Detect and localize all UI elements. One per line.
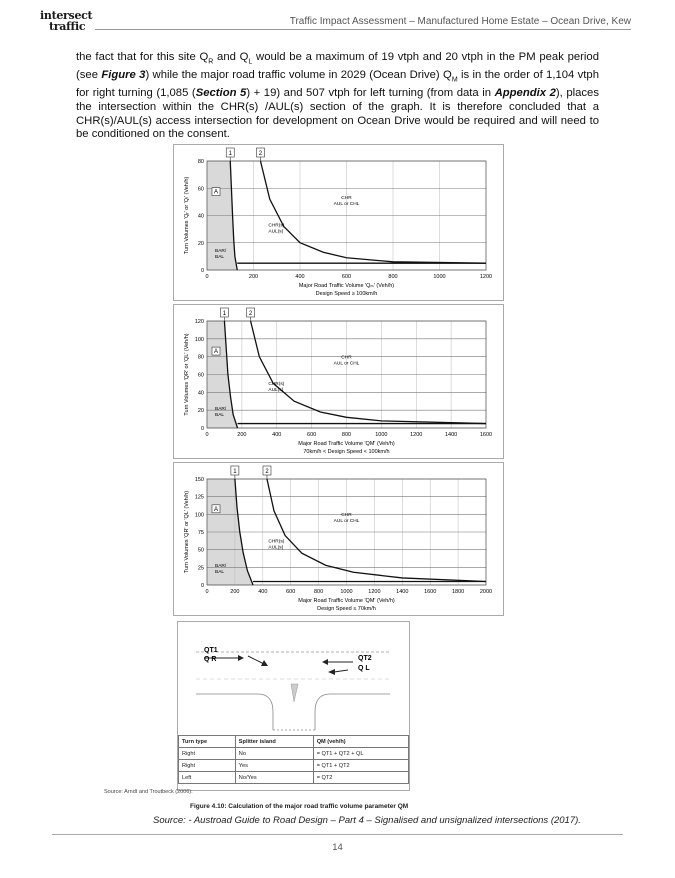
source-austroads: Source: - Austroad Guide to Road Design – Part 4 – Signalised and unsignalized intersections (2017). bbox=[153, 815, 581, 826]
chart-frame-1 bbox=[173, 144, 504, 301]
arrow-qr bbox=[248, 656, 264, 664]
x-axis-title: Major Road Traffic Volume 'QM' (Veh/h) bbox=[298, 598, 395, 604]
chart-frame-3 bbox=[173, 462, 504, 616]
region-chrs-label: CHR(s) bbox=[268, 382, 285, 388]
label-qt1: QT1 bbox=[204, 647, 218, 654]
y-tick-label: 120 bbox=[194, 319, 204, 325]
x-tick-label: 1200 bbox=[410, 432, 423, 438]
line-marker-label-1: 1 bbox=[233, 469, 237, 475]
region-chr-label: CHR bbox=[341, 355, 352, 361]
y-tick-label: 100 bbox=[194, 336, 204, 343]
y-tick-label: 100 bbox=[194, 512, 204, 519]
x-tick-label: 200 bbox=[230, 589, 240, 595]
y-tick-label: 20 bbox=[197, 240, 204, 247]
region-auls-label: AUL(s) bbox=[268, 545, 284, 551]
line-marker-label-1: 1 bbox=[228, 151, 232, 157]
table-cell: = QT2 bbox=[313, 772, 408, 784]
y-axis-title: Turn Volumes 'Qᵣ' or 'Qₗ' (Veh/h) bbox=[184, 176, 190, 255]
figure-caption: Figure 4.10: Calculation of the major road traffic volume parameter QM bbox=[190, 803, 409, 810]
y-tick-label: 150 bbox=[194, 477, 204, 483]
region-chr-label: CHR bbox=[341, 196, 352, 202]
label-qt2: QT2 bbox=[358, 655, 372, 662]
y-tick-label: 40 bbox=[197, 390, 204, 397]
para-sub-l: L bbox=[248, 58, 253, 66]
x-tick-label: 800 bbox=[314, 589, 324, 595]
x-tick-label: 1200 bbox=[479, 274, 493, 280]
x-tick-label: 1200 bbox=[368, 589, 381, 595]
x-tick-label: 1800 bbox=[451, 589, 465, 595]
x-tick-label: 1400 bbox=[445, 432, 458, 438]
company-logo bbox=[40, 9, 100, 35]
para-sub-m: M bbox=[451, 76, 458, 84]
intersection-sketch bbox=[178, 622, 409, 735]
x-tick-label: 2000 bbox=[479, 589, 493, 595]
x-tick-label: 1000 bbox=[375, 432, 388, 438]
y-tick-label: 0 bbox=[200, 583, 204, 589]
y-tick-label: 50 bbox=[197, 547, 204, 554]
x-tick-label: 400 bbox=[295, 274, 305, 280]
line-marker-label-2: 2 bbox=[265, 469, 269, 475]
table-cell: No/Yes bbox=[235, 772, 313, 784]
body-paragraph bbox=[76, 51, 599, 142]
para-text-5: is in the order of 1,104 vtph for right turning (1,085 ( bbox=[76, 69, 599, 100]
chart-1 bbox=[174, 145, 503, 300]
y-tick-label: 75 bbox=[197, 530, 204, 536]
para-text-6: ) + 19) and 507 vtph for left turning (from data in bbox=[246, 87, 495, 100]
splitter-island bbox=[291, 684, 298, 702]
region-chrs-label: CHR(s) bbox=[268, 223, 285, 229]
x-tick-label: 200 bbox=[248, 274, 259, 280]
curve-line-2 bbox=[251, 321, 486, 424]
logo-line-2: traffic bbox=[49, 20, 86, 33]
x-axis-title: Major Road Traffic Volume 'QM' (Veh/h) bbox=[298, 441, 395, 447]
region-chr-label: CHR bbox=[341, 513, 352, 519]
table-cell: = QT1 + QT2 + QL bbox=[313, 748, 408, 760]
y-tick-label: 80 bbox=[197, 354, 204, 361]
x-tick-label: 200 bbox=[237, 432, 247, 438]
table-cell: Right bbox=[179, 748, 236, 760]
x-tick-label: 0 bbox=[205, 432, 209, 438]
logo-line-1: intersect bbox=[40, 9, 93, 22]
x-tick-label: 600 bbox=[341, 274, 352, 280]
x-tick-label: 400 bbox=[258, 589, 268, 595]
y-tick-label: 80 bbox=[197, 159, 204, 165]
figure-reference: Figure 3 bbox=[101, 69, 146, 82]
appendix-reference: Appendix 2 bbox=[494, 87, 556, 100]
arrow-ql bbox=[334, 670, 348, 672]
table-cell: Yes bbox=[235, 760, 313, 772]
region-bar-label: BAR/ bbox=[215, 407, 227, 412]
y-tick-label: 25 bbox=[197, 565, 204, 572]
para-sub-r: R bbox=[208, 58, 214, 66]
header-divider bbox=[95, 29, 631, 30]
table-cell: = QT1 + QT2 bbox=[313, 760, 408, 772]
x-tick-label: 800 bbox=[341, 432, 352, 438]
page-number: 14 bbox=[332, 842, 343, 853]
para-text-2: and Q bbox=[213, 51, 249, 63]
x-axis-title: Major Road Traffic Volume 'Qₘ' (Veh/h) bbox=[298, 283, 395, 289]
region-aul-chl-label: AUL or CHL bbox=[333, 202, 360, 208]
region-bar-label: BAR/ bbox=[215, 564, 227, 569]
table-header: QM (veh/h) bbox=[313, 736, 408, 748]
region-bal-label: BAL bbox=[215, 255, 225, 260]
label-ql: Q L bbox=[358, 665, 370, 672]
y-tick-label: 0 bbox=[200, 268, 204, 274]
region-bal-label: BAL bbox=[215, 570, 225, 575]
x-tick-label: 1400 bbox=[396, 589, 409, 595]
x-tick-label: 800 bbox=[388, 274, 398, 280]
section-reference: Section 5 bbox=[195, 87, 247, 100]
source-arndt: Source: Arndt and Troutbeck (2006). bbox=[104, 789, 193, 795]
intersection-diagram bbox=[177, 621, 410, 791]
region-a-label: A bbox=[213, 349, 219, 356]
line-marker-label-2: 2 bbox=[248, 311, 253, 317]
region-a-label: A bbox=[213, 189, 219, 196]
region-aul-chl-label: AUL or CHL bbox=[333, 519, 360, 525]
curve-line-2 bbox=[260, 161, 486, 263]
x-tick-label: 0 bbox=[205, 589, 209, 595]
table-cell: No bbox=[235, 748, 313, 760]
chart-frame-2 bbox=[173, 304, 504, 459]
chart-2 bbox=[174, 305, 503, 458]
region-auls-label: AUL(s) bbox=[268, 388, 284, 394]
qm-calculation-table bbox=[178, 735, 409, 784]
para-text-7: ), places the intersection within the CHR(s) /AUL(s) section of the graph. It is therefore concluded that a CHR(s)/AUL(s) access intersection for development on Ocean Drive would be required and will need to be conditioned on the consent. bbox=[76, 87, 599, 141]
para-text-4: ) while the major road traffic volume in 2029 (Ocean Drive) Q bbox=[145, 69, 452, 82]
y-tick-label: 40 bbox=[197, 213, 204, 220]
y-tick-label: 60 bbox=[197, 372, 204, 379]
para-text-1: the fact that for this site Q bbox=[76, 51, 209, 63]
x-tick-label: 1000 bbox=[433, 274, 446, 280]
line-marker-label-2: 2 bbox=[258, 151, 263, 157]
label-qr: Q R bbox=[204, 656, 217, 663]
table-row bbox=[179, 748, 409, 760]
x-tick-label: 600 bbox=[286, 589, 296, 595]
y-axis-title: Turn Volumes 'QR' or 'QL' (Veh/h) bbox=[184, 333, 190, 416]
x-tick-label: 400 bbox=[272, 432, 282, 438]
region-auls-label: AUL(s) bbox=[268, 229, 284, 235]
table-header-row bbox=[179, 736, 409, 748]
para-text-3: would be a maximum of 19 vtph and 20 vtph in the PM peak period (see bbox=[76, 51, 599, 82]
chart-subtitle: Design Speed ≥ 100km/h bbox=[315, 291, 378, 297]
x-tick-label: 1600 bbox=[479, 432, 493, 438]
table-cell: Left bbox=[179, 772, 236, 784]
document-header-title: Traffic Impact Assessment – Manufactured Home Estate – Ocean Drive, Kew bbox=[289, 16, 631, 27]
y-tick-label: 60 bbox=[197, 186, 204, 193]
region-aul-chl-label: AUL or CHL bbox=[333, 361, 360, 367]
table-header: Turn type bbox=[179, 736, 236, 748]
y-tick-label: 125 bbox=[194, 494, 204, 501]
x-tick-label: 1000 bbox=[340, 589, 353, 595]
x-tick-label: 0 bbox=[205, 274, 209, 280]
y-axis-title: Turn Volumes 'QR' or 'QL' (Veh/h) bbox=[184, 490, 190, 574]
x-tick-label: 1600 bbox=[424, 589, 437, 595]
y-tick-label: 0 bbox=[200, 426, 204, 432]
x-tick-label: 600 bbox=[307, 432, 317, 438]
line-marker-label-1: 1 bbox=[222, 311, 227, 317]
footer-divider bbox=[52, 834, 623, 835]
region-bal-label: BAL bbox=[215, 413, 225, 418]
region-a-label: A bbox=[213, 506, 219, 513]
table-header: Splitter island bbox=[235, 736, 313, 748]
chart-subtitle: 70km/h < Design Speed < 100km/h bbox=[303, 449, 390, 455]
region-chrs-label: CHR(s) bbox=[268, 539, 285, 545]
table-row bbox=[179, 760, 409, 772]
chart-subtitle: Design Speed ≤ 70km/h bbox=[317, 606, 376, 612]
region-bar-label: BAR/ bbox=[215, 249, 227, 254]
table-cell: Right bbox=[179, 760, 236, 772]
table-row bbox=[179, 772, 409, 784]
y-tick-label: 20 bbox=[197, 408, 204, 415]
chart-3 bbox=[174, 463, 503, 615]
curve-line-2 bbox=[267, 479, 486, 581]
